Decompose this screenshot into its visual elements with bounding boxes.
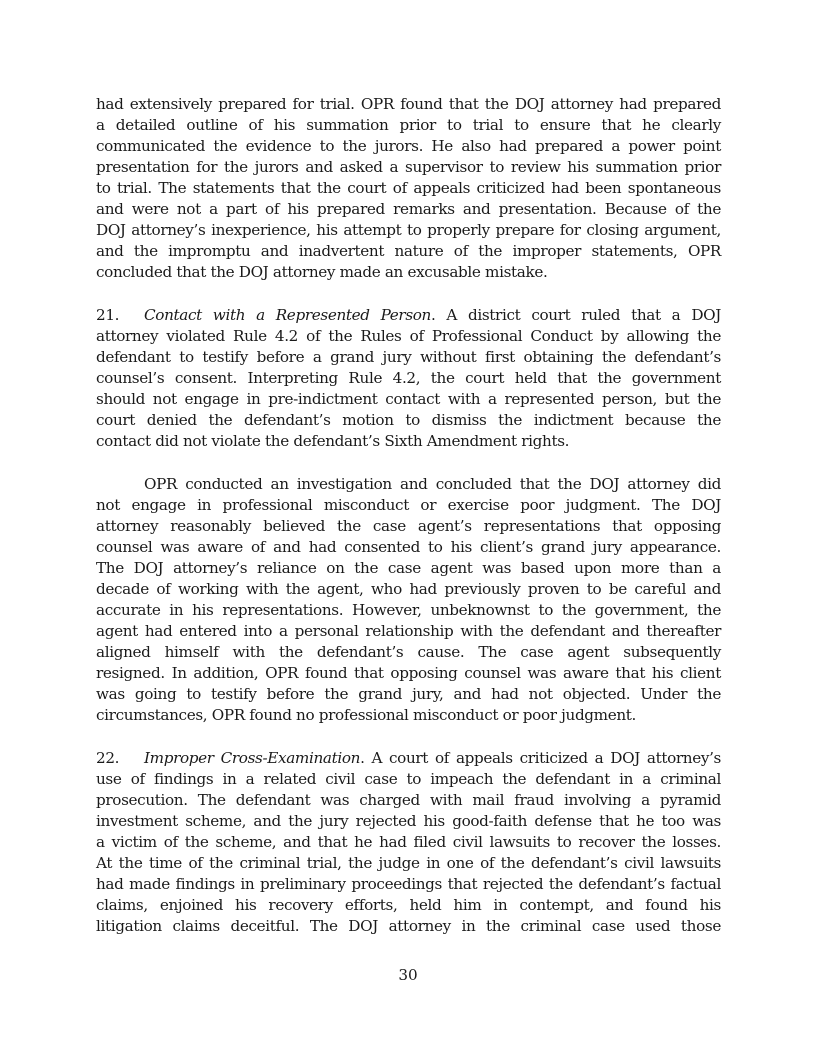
text-line: counsel was aware of and had consented to his client’s grand jury appearance. [96, 538, 721, 556]
text-line: not engage in professional misconduct or exercise poor judgment. The DOJ [96, 496, 721, 514]
text-line: accurate in his representations. However, unbeknownst to the government, the [96, 601, 721, 619]
text-line: investment scheme, and the jury rejected his good-faith defense that he too was [96, 812, 721, 830]
paragraph-continuation [96, 94, 721, 283]
text-line: resigned. In addition, OPR found that opposing counsel was aware that his client [96, 664, 721, 682]
text-line: communicated the evidence to the jurors. He also had prepared a power point [96, 137, 721, 155]
text-line: counsel’s consent. Interpreting Rule 4.2, the court held that the government [96, 369, 721, 387]
text-line: and were not a part of his prepared remarks and presentation. Because of the [96, 200, 721, 218]
text-line: use of findings in a related civil case to impeach the defendant in a criminal [96, 770, 721, 788]
text-line: had made findings in preliminary proceedings that rejected the defendant’s factual [96, 875, 721, 893]
item-22-first-line [96, 748, 721, 769]
paragraph-item-21 [96, 305, 721, 452]
text-line: The DOJ attorney’s reliance on the case agent was based upon more than a [96, 559, 721, 577]
text-line: contact did not violate the defendant’s Sixth Amendment rights. [96, 432, 570, 450]
item-heading: Contact with a Represented Person [144, 306, 431, 324]
text-line: attorney reasonably believed the case agent’s representations that opposing [96, 517, 721, 535]
text-line: prosecution. The defendant was charged with mail fraud involving a pyramid [96, 791, 721, 809]
text-line: a victim of the scheme, and that he had filed civil lawsuits to recover the losses. [96, 833, 721, 851]
item-number: 21. [96, 306, 120, 324]
text-line: decade of working with the agent, who had previously proven to be careful and [96, 580, 721, 598]
text-line: defendant to testify before a grand jury without first obtaining the defendant’s [96, 348, 721, 366]
item-first-line-text: . A court of appeals criticized a DOJ attorney’s [360, 749, 722, 767]
text-line: claims, enjoined his recovery efforts, held him in contempt, and found his [96, 896, 721, 914]
text-line: was going to testify before the grand jury, and had not objected. Under the [96, 685, 721, 703]
text-line: aligned himself with the defendant’s cause. The case agent subsequently [96, 643, 721, 661]
text-line: and the impromptu and inadvertent nature of the improper statements, OPR [96, 242, 721, 260]
paragraph-item-22 [96, 748, 721, 937]
text-line: a detailed outline of his summation prior to trial to ensure that he clearly [96, 116, 721, 134]
paragraph-item-21-opr [96, 474, 721, 726]
text-line: should not engage in pre-indictment contact with a represented person, but the [96, 390, 721, 408]
text-line: concluded that the DOJ attorney made an excusable mistake. [96, 263, 548, 281]
text-line: litigation claims deceitful. The DOJ attorney in the criminal case used those [96, 917, 721, 935]
text-line: court denied the defendant’s motion to dismiss the indictment because the [96, 411, 721, 429]
text-line: presentation for the jurors and asked a supervisor to review his summation prior [96, 158, 721, 176]
text-line: had extensively prepared for trial. OPR found that the DOJ attorney had prepared [96, 95, 721, 113]
item-21-first-line [96, 305, 721, 326]
page-number: 30 [398, 966, 418, 984]
text-line: to trial. The statements that the court of appeals criticized had been spontaneous [96, 179, 721, 197]
item-first-line-text: . A district court ruled that a DOJ [431, 306, 721, 324]
item-heading: Improper Cross-Examination [144, 749, 361, 767]
item-number: 22. [96, 749, 120, 767]
text-line: OPR conducted an investigation and concluded that the DOJ attorney did [144, 475, 721, 493]
text-line: At the time of the criminal trial, the judge in one of the defendant’s civil lawsuits [96, 854, 721, 872]
text-line: agent had entered into a personal relationship with the defendant and thereafter [96, 622, 721, 640]
text-line: circumstances, OPR found no professional misconduct or poor judgment. [96, 706, 637, 724]
text-line: DOJ attorney’s inexperience, his attempt to properly prepare for closing argument, [96, 221, 721, 239]
text-line: attorney violated Rule 4.2 of the Rules of Professional Conduct by allowing the [96, 327, 721, 345]
